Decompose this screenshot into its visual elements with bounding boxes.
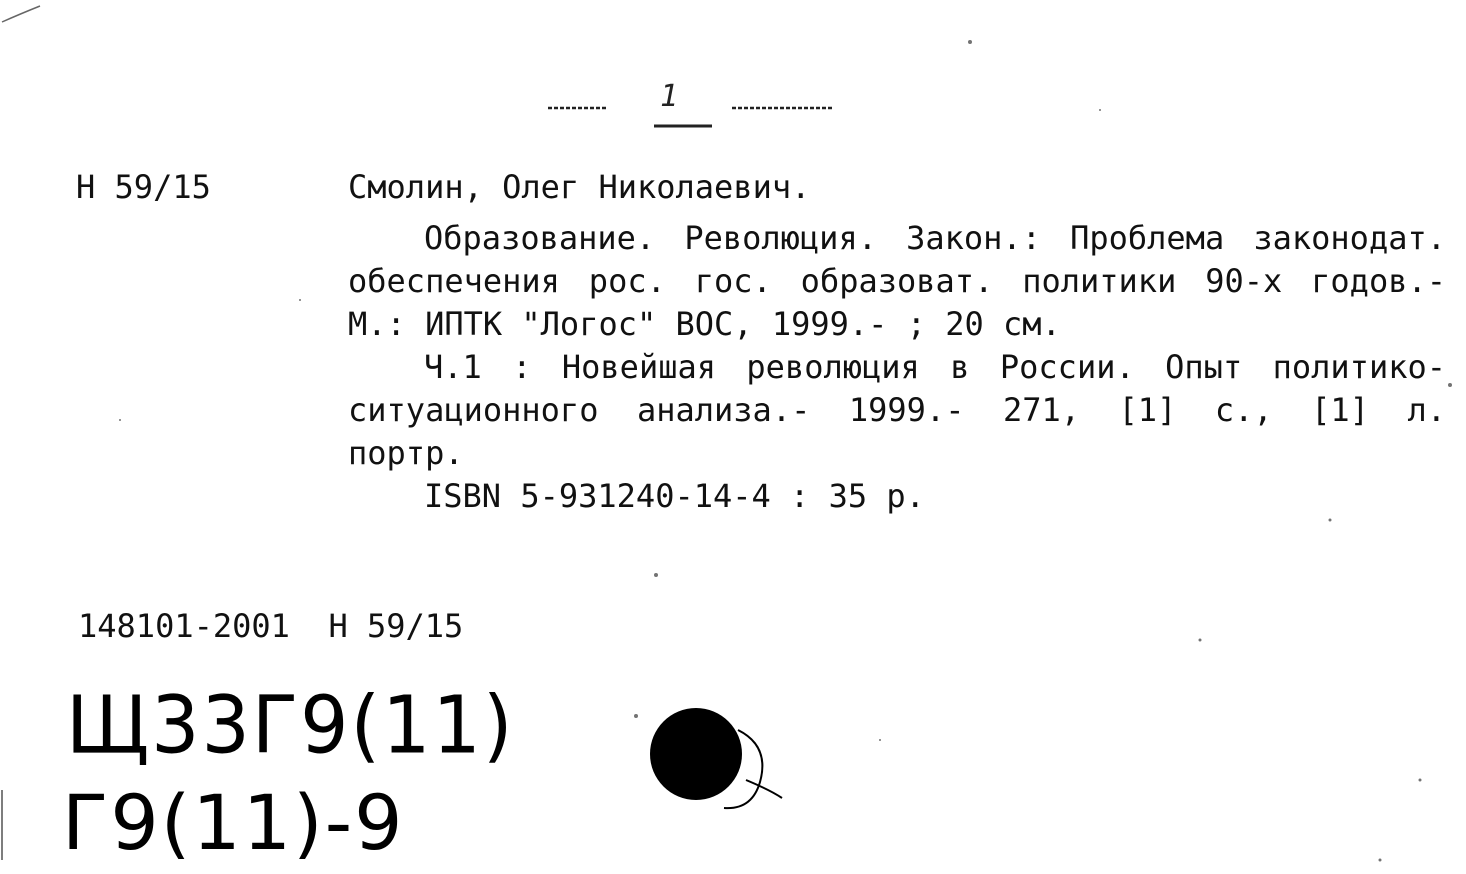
handwritten-classification-1: Щ33Г9(11) — [66, 678, 515, 772]
page-marker — [548, 70, 848, 130]
isbn-paragraph: ISBN 5-931240-14-4 : 35 р. — [424, 477, 925, 515]
volume-paragraph: Ч.1 : Новейшая революция в России. Опыт политико- ситуационного анализа.- 1999.- 271, [1] с., [1] л. портр. — [348, 348, 1446, 472]
punch-hole — [620, 690, 800, 830]
shelfmark: Н 59/15 — [76, 168, 211, 206]
author-heading: Смолин, Олег Николаевич. — [348, 168, 811, 206]
accession-number: 148101-2001 Н 59/15 — [78, 607, 464, 645]
bibliographic-description — [348, 217, 1446, 518]
title-paragraph: Образование. Революция. Закон.: Проблема законодат. обеспечения рос. гос. образоват. политики 90-х годов.- М.: ИПТК "Логос" ВОС, 1999.- ; 20 см. — [348, 219, 1446, 343]
handwritten-classification-2: Г9(11)-9 — [62, 778, 405, 867]
page-marker-number: 1 — [660, 79, 679, 114]
